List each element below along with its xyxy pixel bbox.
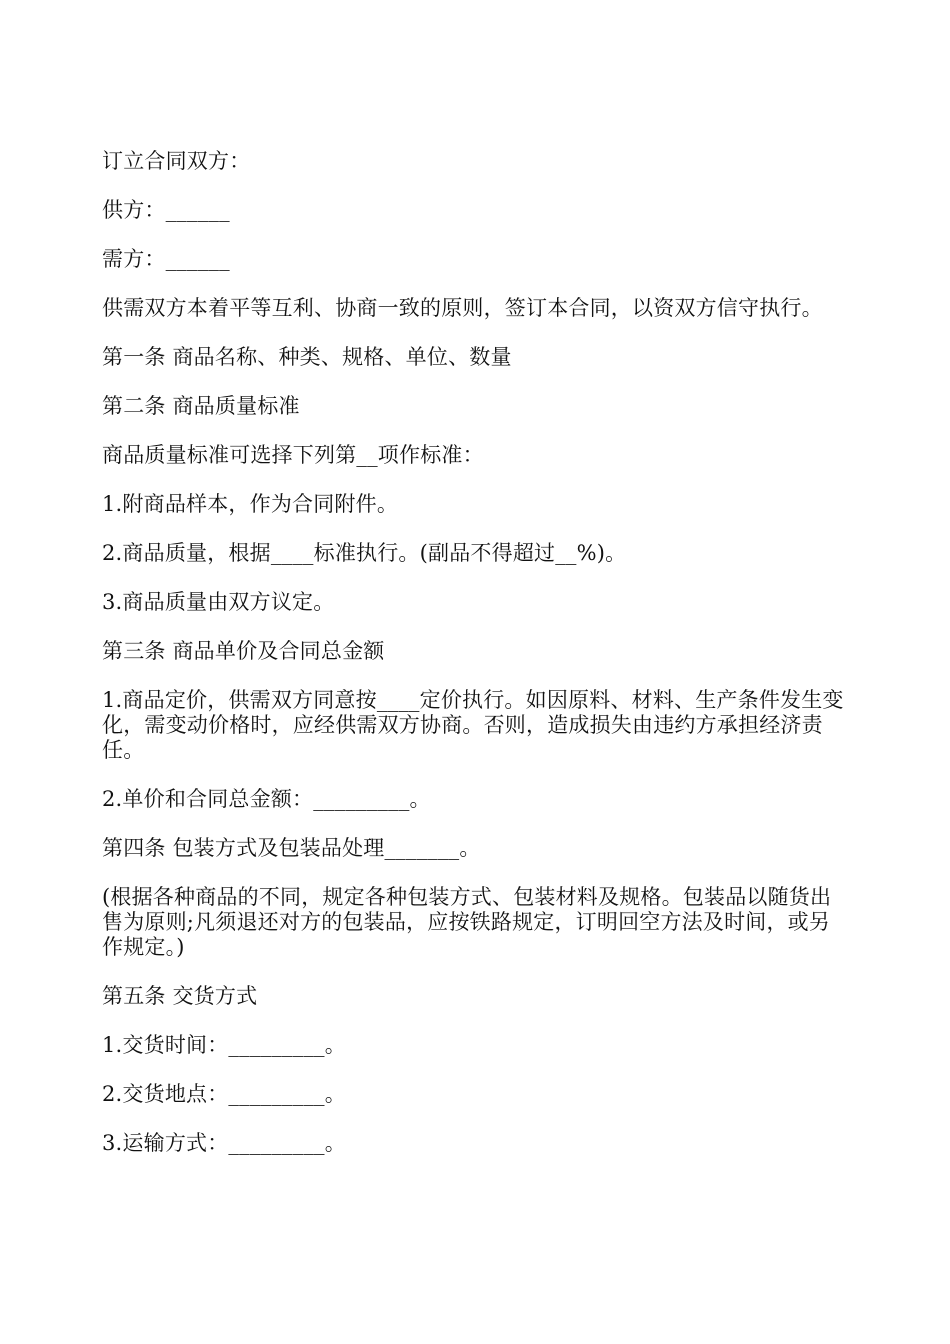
preamble-paragraph: 供需双方本着平等互利、协商一致的原则，签订本合同，以资双方信守执行。 xyxy=(102,296,823,320)
delivery-time-line: 1.交货时间：_________。 xyxy=(102,1033,346,1057)
document-body xyxy=(102,149,850,1180)
supplier-line: 供方：______ xyxy=(102,198,230,222)
article-4-heading: 第四条 包装方式及包装品处理_______。 xyxy=(102,836,481,860)
packaging-note: (根据各种商品的不同，规定各种包装方式、包装材料及规格。包装品以随货出售为原则;凡须退还对方的包装品，应按铁路规定，订明回空方法及时间，或另作规定。) xyxy=(102,885,832,959)
price-item-2: 2.单价和合同总金额：_________。 xyxy=(102,787,431,811)
price-item-1: 1.商品定价，供需双方同意按____定价执行。如因原料、材料、生产条件发生变化，需变动价格时，应经供需双方协商。否则，造成损失由违约方承担经济责任。 xyxy=(102,688,844,762)
article-5-heading: 第五条 交货方式 xyxy=(102,984,258,1008)
quality-item-1: 1.附商品样本，作为合同附件。 xyxy=(102,492,399,516)
transport-method-line: 3.运输方式：_________。 xyxy=(102,1131,346,1155)
buyer-line: 需方：______ xyxy=(102,247,230,271)
quality-item-2: 2.商品质量，根据____标准执行。(副品不得超过__%)。 xyxy=(102,541,627,565)
contract-parties-heading: 订立合同双方： xyxy=(102,149,251,173)
quality-item-3: 3.商品质量由双方议定。 xyxy=(102,590,335,614)
article-2-heading: 第二条 商品质量标准 xyxy=(102,394,300,418)
quality-standard-intro: 商品质量标准可选择下列第__项作标准： xyxy=(102,443,484,467)
article-1-heading: 第一条 商品名称、种类、规格、单位、数量 xyxy=(102,345,512,369)
delivery-place-line: 2.交货地点：_________。 xyxy=(102,1082,346,1106)
article-3-heading: 第三条 商品单价及合同总金额 xyxy=(102,639,385,663)
